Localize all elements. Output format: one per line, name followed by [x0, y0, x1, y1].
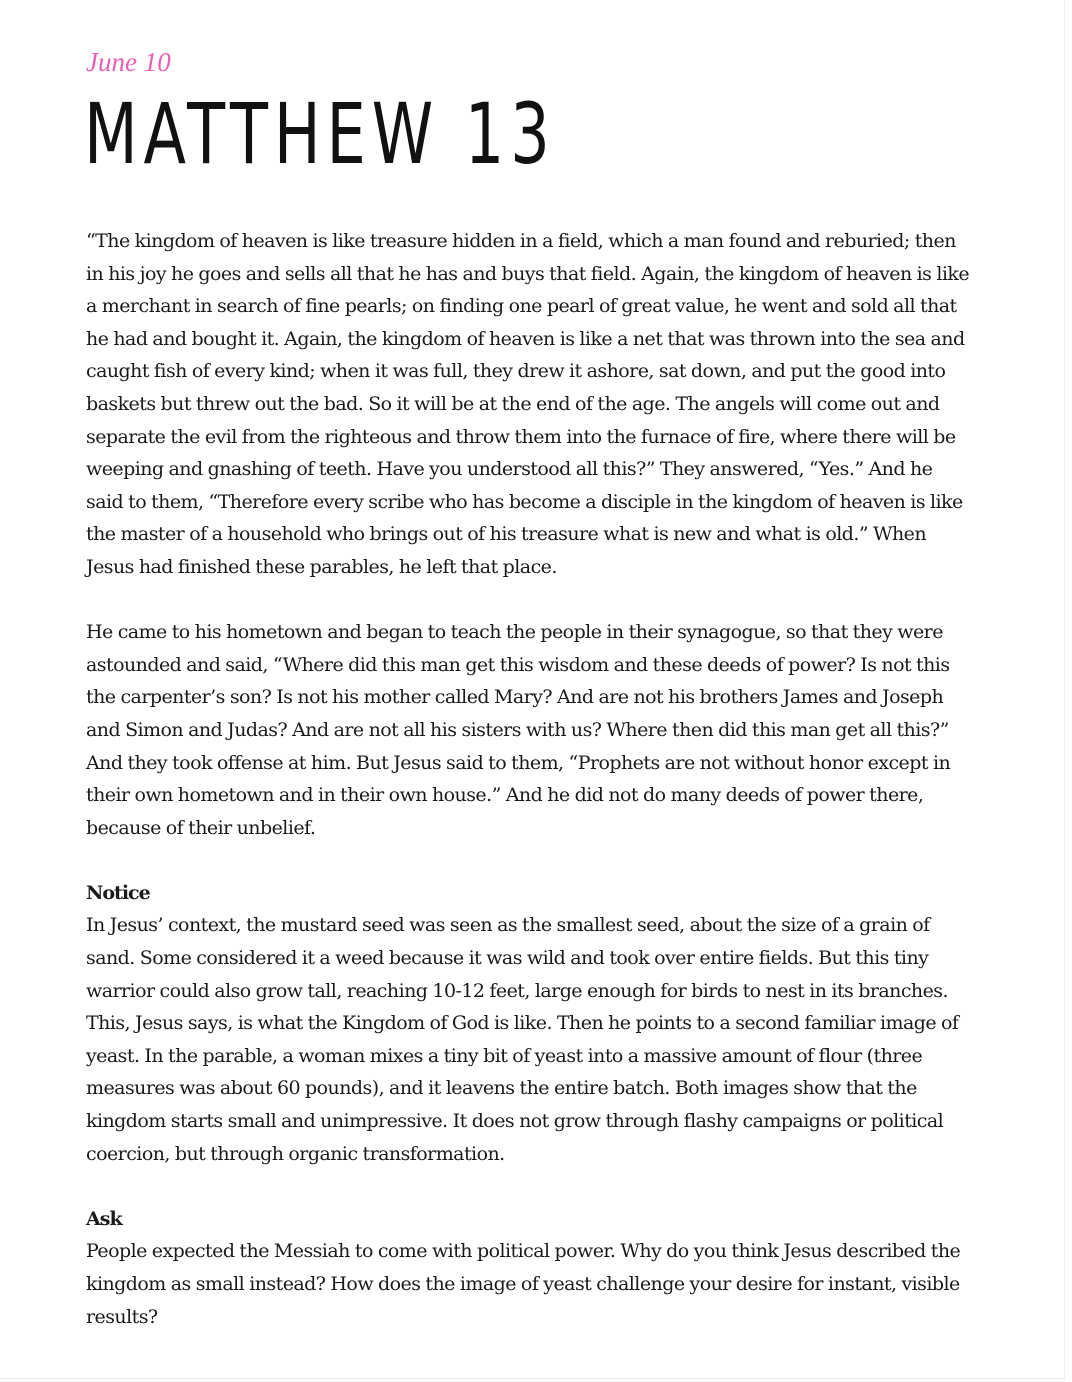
scripture-paragraph-1: “The kingdom of heaven is like treasure hidden in a field, which a man found and reburied; then in his joy he goes and sells all that he has and buys that field. Again, the kingdom of heaven is like a merchant in search of fine pearls; on finding one pearl of great value, he went and sold all that he had and bought it. Again, the kingdom of heaven is like a net that was thrown into the sea and caught fish of every kind; when it was full, they drew it ashore, sat down, and put the good into baskets but threw out the bad. So it will be at the end of the age. The angels will come out and separate the evil from the righteous and throw them into the furnace of fire, where there will be weeping and gnashing of teeth. Have you understood all this?” They answered, “Yes.” And he said to them, “Therefore every scribe who has become a disciple in the kingdom of heaven is like the master of a household who brings out of his treasure what is new and what is old.” When Jesus had finished these parables, he left that place. [86, 230, 970, 578]
page-title: MATTHEW 13 [84, 85, 556, 183]
scripture-paragraph-2: He came to his hometown and began to teach the people in their synagogue, so that they were astounded and said, “Where did this man get this wisdom and these deeds of power? Is not this the carpenter’s son? Is not his mother called Mary? And are not his brothers James and Joseph and Simon and Judas? And are not all his sisters with us? Where then did this man get all this?” And they took offense at him. But Jesus said to them, “Prophets are not without honor except in their own hometown and in their own house.” And he did not do many deeds of power there, because of their unbelief. [86, 621, 951, 839]
ask-heading: Ask [86, 1207, 122, 1230]
ask-body: People expected the Messiah to come with political power. Why do you think Jesus described the kingdom as small instead? How does the image of yeast challenge your desire for instant, visible results? [86, 1240, 961, 1328]
date-label: June 10 [86, 47, 171, 77]
notice-heading: Notice [86, 881, 150, 904]
devotional-content [86, 225, 970, 1333]
notice-body: In Jesus’ context, the mustard seed was seen as the smallest seed, about the size of a grain of sand. Some considered it a weed because it was wild and took over entire fields. But this tiny warrior could also grow tall, reaching 10-12 feet, large enough for birds to nest in its branches. This, Jesus says, is what the Kingdom of God is like. Then he points to a second familiar image of yeast. In the parable, a woman mixes a tiny bit of yeast into a massive amount of flour (three measures was about 60 pounds), and it leavens the entire batch. Both images show that the kingdom starts small and unimpressive. It does not grow through flashy campaigns or political coercion, but through organic transformation. [86, 914, 959, 1165]
